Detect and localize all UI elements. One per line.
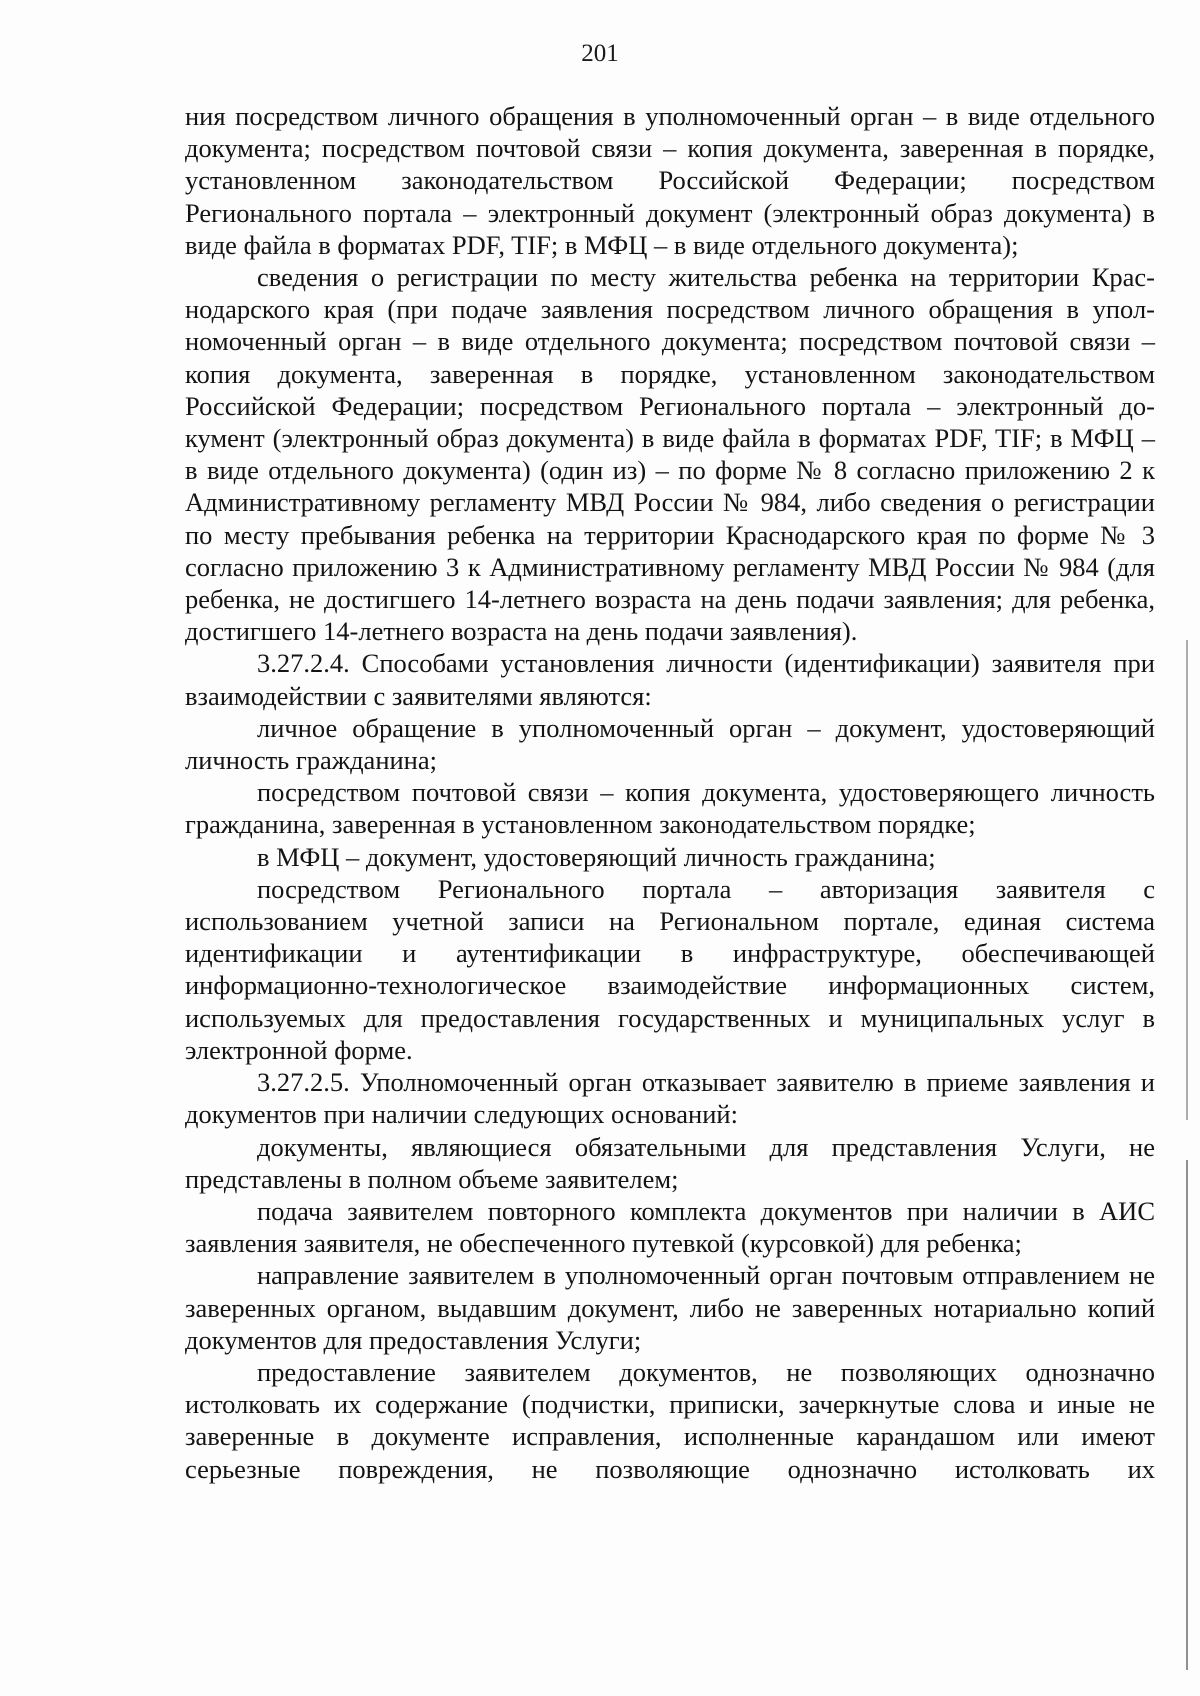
document-body <box>185 100 1155 1485</box>
scan-edge-line <box>1186 1160 1188 1670</box>
paragraph-repeat-submission: подача заявителем повторного комплекта документов при наличии в АИС заявления заявителя, не обеспеченного путевкой (курсовкой) для ребенка; <box>185 1195 1155 1259</box>
paragraph-3-27-2-4: 3.27.2.4. Способами установления личности (идентификации) заявителя при взаимодействии с заявителями являются: <box>185 648 1155 711</box>
paragraph-continuation: ния посредством личного обращения в уполномоченный орган – в виде отдельного документа; посредством почтовой связи – копия документа, заверенная в порядке, установленном законодательством Российской Федерации; посредством Регионального портала – электронный документ (электронный образ документа) в виде файла в форматах PDF, TIF; в МФЦ – в виде отдельного документа); <box>185 101 1155 260</box>
paragraph-ambiguous-documents: предоставление заявителем документов, не позволяющих однозначно истолковать их содержание (подчистки, приписки, зачеркнутые слова и иные не заверенные в документе исправления, исполненные карандашом или имеют серьезные повреждения, не позволяющие однозначно истолковать их <box>185 1356 1155 1484</box>
paragraph-3-27-2-5: 3.27.2.5. Уполномоченный орган отказывает заявителю в приеме заявления и документов при наличии следующих оснований: <box>185 1067 1155 1130</box>
paragraph-registration-info: сведения о регистрации по месту жительства ребенка на территории Краснодарского края (при подаче заявления посредством личного обращения в уполномоченный орган – в виде отдельного документа; посредством почтовой связи – копия документа, заверенная в порядке, установленном законодательством Российской Федерации; посредством Регионального портала – электронный документ (электронный образ документа) в виде файла в форматах PDF, TIF; в МФЦ – в виде отдельного документа) (один из) – по форме № 8 согласно приложению 2 к Административному регламенту МВД России № 984, либо сведения о регистрации по месту пребывания ребенка на территории Краснодарского края по форме № 3 согласно приложению 3 к Административному регламенту МВД России № 984 (для ребенка, не достигшего 14-летнего возраста на день подачи заявления; для ребенка, достигшего 14-летнего возраста на день подачи заявления). <box>185 262 1155 647</box>
paragraph-personal-appeal: личное обращение в уполномоченный орган – документ, удостоверяющий личность гражданина; <box>185 712 1155 776</box>
scan-edge-line <box>1186 640 1188 1120</box>
paragraph-incomplete-documents: документы, являющиеся обязательными для представления Услуги, не представлены в полном объеме заявителем; <box>185 1131 1155 1194</box>
paragraph-uncertified-copies: направление заявителем в уполномоченный орган почтовым отправлением не заверенных органом, выдавшим документ, либо не заверенных нотариально копий документов для предоставления Услуги; <box>185 1260 1155 1355</box>
paragraph-mfc: в МФЦ – документ, удостоверяющий личность гражданина; <box>257 841 936 872</box>
page-number: 201 <box>581 40 619 67</box>
paragraph-regional-portal: посредством Регионального портала – авторизация заявителя с использованием учетной записи на Региональном портале, единая система идентификации и аутентификации в инфраструктуре, обеспечивающей информационно-технологическое взаимодействие информационных систем, используемых для предоставления государственных и муниципальных услуг в электронной форме. <box>185 873 1155 1065</box>
paragraph-postal: посредством почтовой связи – копия документа, удостоверяющего личность гражданина, заверенная в установленном законодательством порядке; <box>185 777 1155 840</box>
